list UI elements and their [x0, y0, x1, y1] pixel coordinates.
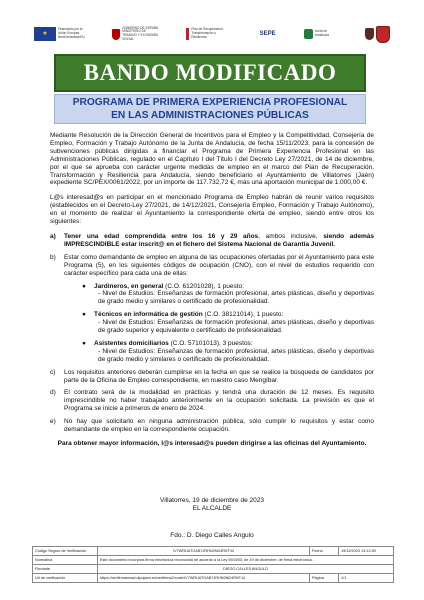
req-b-content	[64, 254, 374, 364]
requirement-c	[50, 369, 374, 385]
program-title-line1: PROGRAMA DE PRIMERA EXPERIENCIA PROFESIONAL	[72, 97, 348, 108]
req-c-text: Los requisitos anteriores deberán cumplirse en la fecha en que se realice la búsqueda de candidatos por parte de la Oficina de Empleo correspondiente, en nuestro caso Mengíbar.	[64, 368, 374, 384]
title-banner	[54, 54, 366, 92]
normativa-value: Este documento incorpora firma electrónica reconocida de acuerdo a la Ley 59/2003, de 19 de diciembre, de firma electrónica.	[98, 556, 394, 565]
bullet-icon: ●	[82, 339, 86, 347]
req-a-text	[64, 233, 374, 249]
occupation-item	[82, 340, 374, 364]
junta-mark-icon	[304, 29, 313, 39]
bullet-icon: ●	[82, 311, 86, 319]
signature-role: EL ALCALDE	[192, 505, 232, 512]
municipal-crests	[365, 26, 390, 43]
csv-label: Código Seguro de Verificación	[33, 547, 98, 556]
occupation-detail: (C.O. 61201028), 1 puesto:	[163, 282, 244, 290]
occupation-name: Asistentes domiciliarios	[94, 339, 169, 347]
eu-logo-text: Financiado por la Unión Europea NextGenerationEU	[58, 27, 85, 39]
banner-title: BANDO MODIFICADO	[83, 60, 337, 85]
fecha-value: 19/12/2023 13:12:50	[339, 547, 394, 556]
csv-value: IV7WRUATOAB7JRHN2ND4RKFJ4	[98, 547, 310, 556]
occupation-text	[94, 340, 374, 364]
occupation-text	[94, 283, 374, 307]
url-label: Url de verificación	[33, 574, 98, 583]
eu-logo	[34, 27, 84, 41]
more-info: Para obtener mayor información, l@s interesad@s pueden dirigirse a las oficinas del Ayuntamiento.	[57, 440, 367, 447]
footer-row	[33, 565, 394, 574]
occupation-name: Jardineros, en general	[94, 282, 164, 290]
url-value[interactable]: https://verifirmaemad.dipujaen.es/verifirma2/code/IV7WRUATOAB7JRHN2ND4RKFJ4	[98, 574, 310, 583]
occupation-nivel: - Nivel de Estudios: Enseñanzas de formación profesional, artes plásticas, diseño y deportivas de grado medio y similares o certificado de profesionalidad.	[98, 347, 374, 363]
document-body	[50, 132, 374, 455]
sepe-logo	[260, 31, 276, 38]
req-d-text: El contrato será de la modalidad en prácticas y tendrá una duración de 12 meses. Es requisito imprescindible no haber trabajado anteriormente en la ocupación solicitada. La previsión es que el Programa se inicie a primeros de enero de 2024.	[64, 389, 374, 413]
occupation-detail: (C.O. 38121014), 1 puesto:	[202, 311, 284, 319]
signature-place-date: Villatorres, 19 de diciembre de 2023	[160, 497, 264, 504]
footer-row	[33, 574, 394, 583]
normativa-label: Normativa	[33, 556, 98, 565]
more-info-wrap	[50, 440, 374, 448]
req-a-normal: , ambos inclusive,	[258, 232, 324, 240]
bullet-icon: ●	[82, 282, 86, 290]
occupation-nivel: - Nivel de Estudios: Enseñanzas de formación profesional, artes plásticas, diseño y deportivas de grado superior y equivalente o certificado de profesionalidad.	[98, 319, 374, 335]
req-b-label: b)	[50, 253, 56, 261]
pagina-label: Página	[310, 574, 339, 583]
sepe-logo-text: SEPE	[259, 30, 276, 37]
occupation-detail: (C.O. 57101013), 3 puestos:	[168, 339, 253, 347]
junta-logo-text: Junta de Andalucía	[314, 29, 329, 37]
requirement-a	[50, 233, 374, 249]
occupation-nivel: - Nivel de Estudios: Enseñanzas de formación profesional, artes plásticas, diseño y deportivas de grado medio y similares o certificado de profesionalidad.	[98, 290, 374, 306]
villatorres-crest-icon	[376, 26, 390, 43]
program-box	[54, 94, 366, 124]
intro-paragraph: Mediante Resolución de la Dirección General de Incentivos para el Empleo y la Competitividad, Consejería de Empleo, Formación y Trabajo Autónomo de la Junta de Andalucía, de fecha 15/11/2023, para la concesión de subvenciones públicas dirigidas a financiar el Programa de Primera Experiencia Profesional en las Administraciones Públicas, regulado en el Capítulo I del Título I del Decreto Ley 27/2021, de 14 de diciembre, por el que se aprueba con carácter urgente medidas de empleo en el marco del Plan de Recuperación, Transformación y Resiliencia para Andalucía, siendo beneficiario el Ayuntamiento de Villatorres (Jaén) expediente SC/PEX/0061/2022, por un importe de 117.732,72 €, más una aportación municipal de 1.000,00 €.	[50, 132, 374, 187]
req-e-text: No hay que solicitarlo en ninguna administración pública, sólo cumplir lo requisitos y estar como demandante de empleo en la correspondiente ocupación.	[64, 418, 374, 434]
footer-row	[33, 547, 394, 556]
verification-footer	[32, 546, 394, 583]
spain-shield-icon	[112, 29, 120, 40]
prtr-logo	[186, 28, 231, 40]
req-c-label: c)	[50, 368, 56, 376]
program-title-line2: EN LAS ADMINISTRACIONES PÚBLICAS	[111, 109, 309, 121]
requirement-b	[50, 254, 374, 364]
prtr-bar-icon	[186, 28, 189, 40]
req-d-label: d)	[50, 389, 56, 397]
fecha-label: Fecha	[310, 547, 339, 556]
requirement-e	[50, 418, 374, 434]
gobierno-logo-text: GOBIERNO DE ESPAÑA MINISTERIO DE TRABAJO Y ECONOMÍA SOCIAL	[122, 25, 159, 41]
req-a-bold1: Tener una edad comprendida entre los 16 y 29 años	[64, 232, 259, 240]
occupation-name: Técnicos en informática de gestión	[94, 311, 203, 319]
signature-name: Fdo.: D. Diego Calles Angulo	[170, 532, 254, 539]
req-a-label: a)	[50, 232, 56, 240]
crest-icon	[365, 28, 374, 40]
occupation-item	[82, 283, 374, 307]
firmante-label: Firmante	[33, 565, 98, 574]
occupation-item	[82, 311, 374, 335]
header-logos	[34, 22, 390, 46]
req-e-label: e)	[50, 418, 56, 426]
firmante-value: DIEGO CALLES ANGULO	[98, 565, 394, 574]
req-b-text: Estar como demandante de empleo en alguna de las ocupaciones ofertadas por el Ayuntamiento para este Programa (5), en los siguientes códigos de ocupación (CNO), con el nivel de estudios requerido con carácter específico para cada una de ellas:	[64, 253, 374, 277]
eu-flag-icon: ★	[34, 27, 56, 41]
occupation-text	[94, 311, 374, 335]
gobierno-logo	[112, 27, 158, 42]
prtr-logo-text: Plan de Recuperación, Transformación y Resiliencia	[191, 27, 224, 39]
footer-row	[33, 556, 394, 565]
requirements-paragraph: L@s interesad@s en participar en el mencionado Programa de Empleo habrán de reunir varios requisitos (establecidos en el Decreto-Ley 27/2021, de 14/12/2021, Consejería Empleo, Formación y Trabajo Autónomo), en el momento de realizar el Ayuntamiento la correspondiente oferta de empleo, siendo entre otros los siguientes:	[50, 194, 374, 226]
pagina-value: 1/1	[339, 574, 394, 583]
requirement-d	[50, 389, 374, 413]
junta-logo	[304, 29, 337, 39]
req-a-bold2: siendo además IMPRESCINDIBLE estar inscrit@ en el fichero del Sistema Nacional de Garantía Juvenil.	[64, 232, 374, 248]
